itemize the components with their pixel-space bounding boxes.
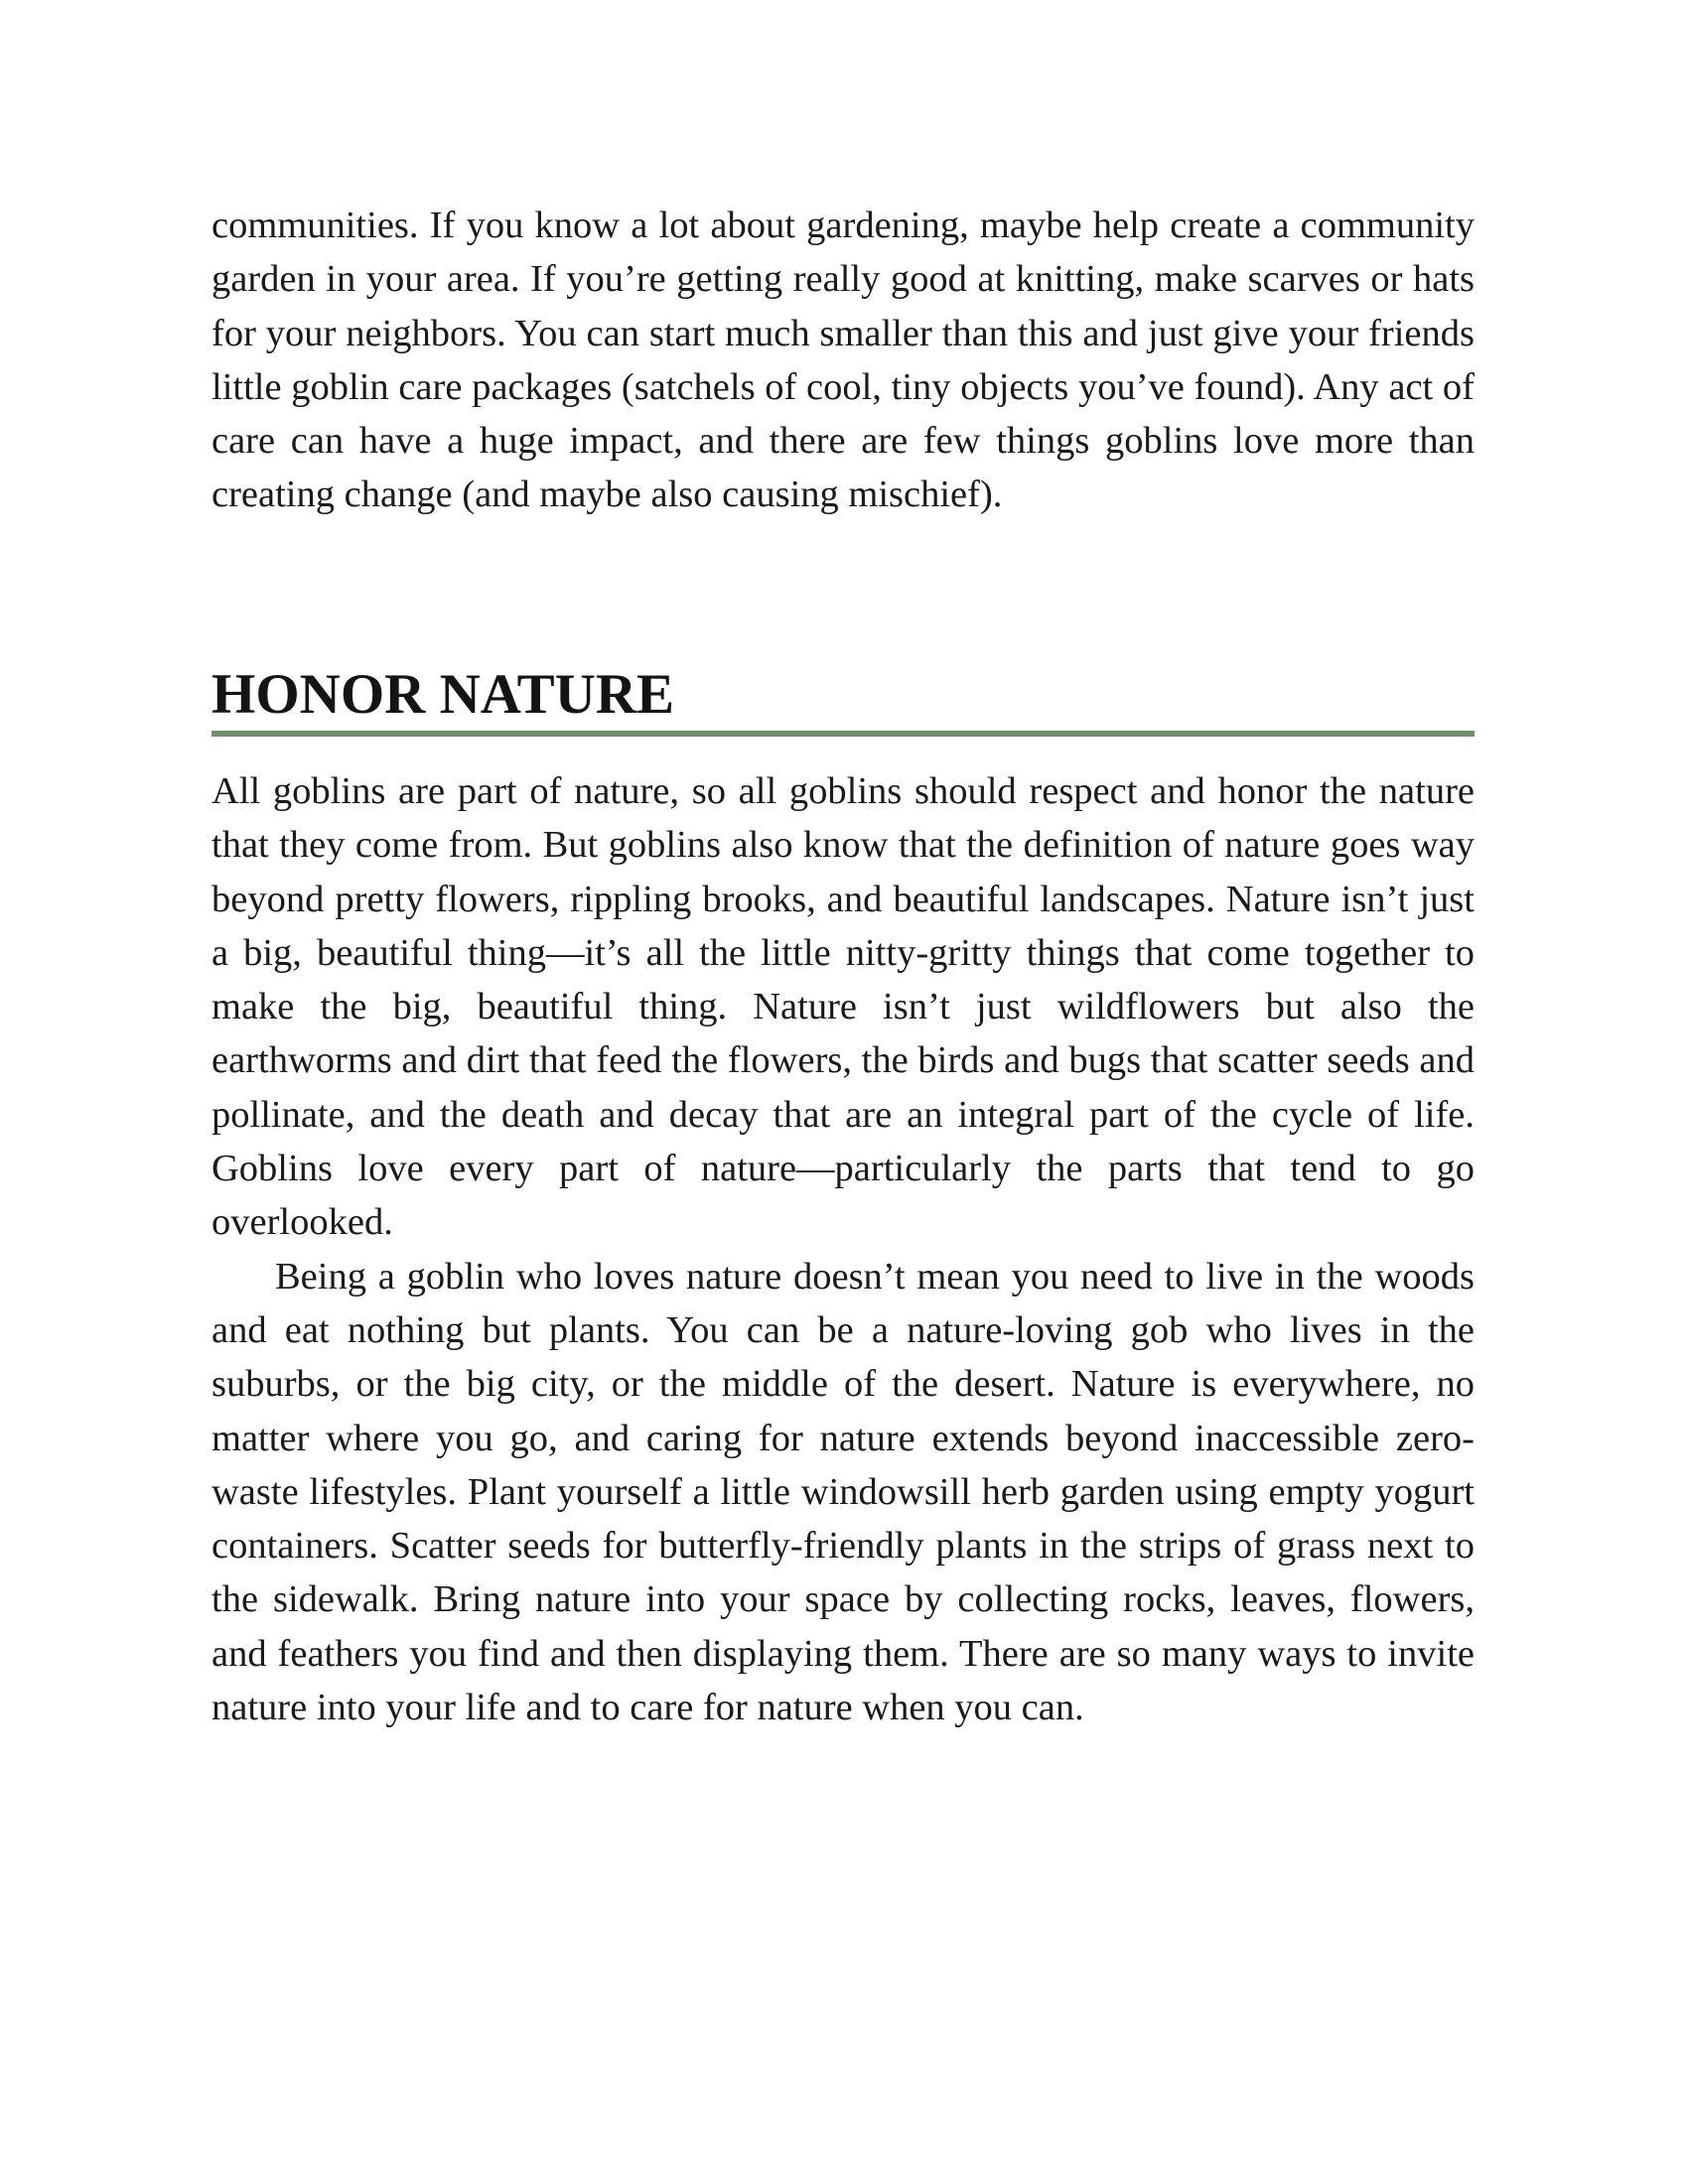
section-paragraph-1: All goblins are part of nature, so all goblins should respect and honor the nature that they come from. But goblins also know that the definition of nature goes way beyond pretty flowers, rippling brooks, and beautiful landscapes. Nature isn’t just a big, beautiful thing—it’s all the little nitty-gritty things that come together to make the big, beautiful thing. Nature isn’t just wildflowers but also the earthworms and dirt that feed the flowers, the birds and bugs that scatter seeds and pollinate, and the death and decay that are an integral part of the cycle of life. Goblins love every part of nature—particularly the parts that tend to go overlooked. — [211, 770, 1475, 1244]
continued-paragraph-block — [211, 199, 1475, 522]
continued-paragraph: communities. If you know a lot about gardening, maybe help create a community garden in your area. If you’re getting really good at knitting, make scarves or hats for your neighbors. You can start much smaller than this and just give your friends little goblin care packages (satchels of cool, tiny objects you’ve found). Any act of care can have a huge impact, and there are few things goblins love more than creating change (and maybe also causing mischief). — [211, 205, 1475, 516]
section-heading: HONOR NATURE — [211, 663, 675, 726]
section-body — [211, 764, 1475, 1734]
heading-underline-rule — [211, 731, 1475, 737]
section-paragraph-2: Being a goblin who loves nature doesn’t mean you need to live in the woods and eat nothing but plants. You can be a nature-loving gob who lives in the suburbs, or the big city, or the middle of the desert. Nature is everywhere, no matter where you go, and caring for nature extends beyond inaccessible zero-waste lifestyles. Plant yourself a little windowsill herb garden using empty yogurt containers. Scatter seeds for butterfly-friendly plants in the strips of grass next to the sidewalk. Bring nature into your space by collecting rocks, leaves, flowers, and feathers you find and then displaying them. There are so many ways to invite nature into your life and to care for nature when you can. — [211, 1255, 1475, 1729]
